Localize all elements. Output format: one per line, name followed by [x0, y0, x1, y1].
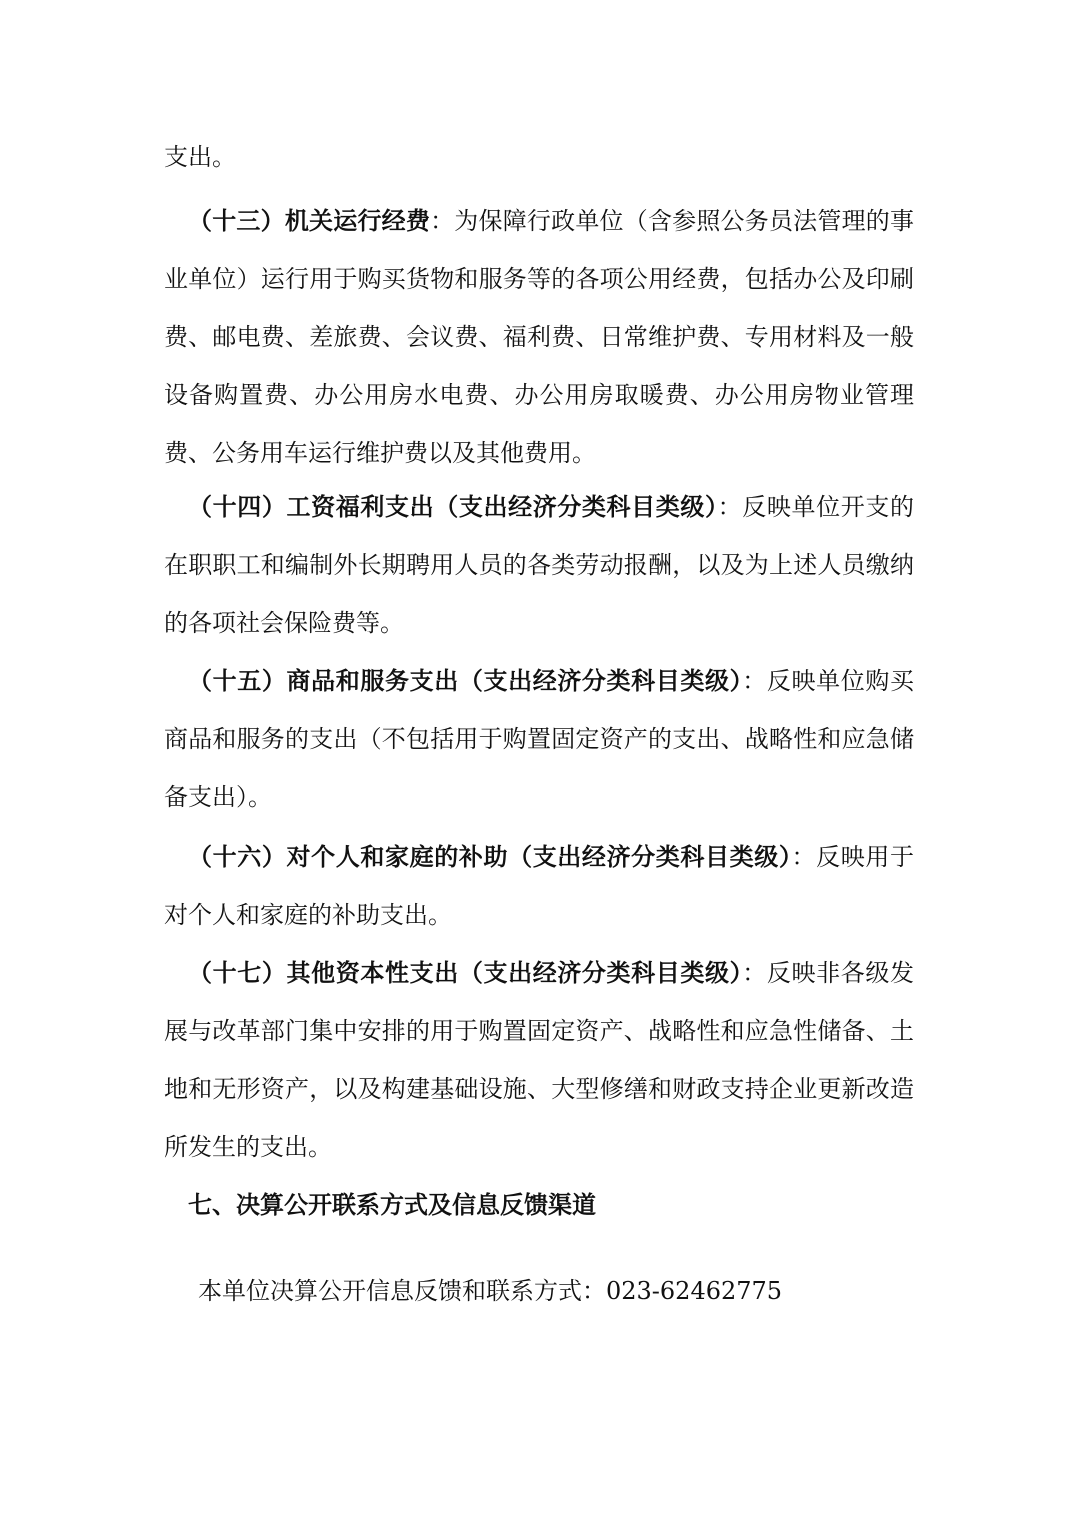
paragraph-title: （十六）对个人和家庭的补助（支出经济分类科目类级） [188, 842, 792, 871]
paragraph-15 [164, 652, 914, 826]
paragraph-title: （十七）其他资本性支出（支出经济分类科目类级） [188, 958, 743, 987]
paragraph-13 [164, 192, 914, 482]
paragraph-body: 支出。 [164, 143, 236, 171]
paragraph-continuation [164, 128, 914, 186]
paragraph-17 [164, 944, 914, 1176]
paragraph-title: （十五）商品和服务支出（支出经济分类科目类级） [188, 666, 743, 695]
paragraph-title: （十四）工资福利支出（支出经济分类科目类级） [188, 492, 718, 521]
paragraph-14 [164, 478, 914, 652]
paragraph-body: ：反映非各级发展与改革部门集中安排的用于购置固定资产、战略性和应急性储备、土地和无形资产，以及构建基础设施、大型修缮和财政支持企业更新改造所发生的支出。 [164, 959, 915, 1161]
paragraph-body: ：反映单位购买商品和服务的支出（不包括用于购置固定资产的支出、战略性和应急储备支出）。 [164, 667, 915, 811]
paragraph-title: （十三）机关运行经费 [188, 206, 431, 235]
paragraph-body: ：反映单位开支的在职职工和编制外长期聘用人员的各类劳动报酬，以及为上述人员缴纳的各项社会保险费等。 [164, 493, 915, 637]
section-heading: 七、决算公开联系方式及信息反馈渠道 [188, 1190, 596, 1219]
paragraph-16 [164, 828, 914, 944]
paragraph-body: ：反映用于对个人和家庭的补助支出。 [164, 843, 914, 929]
paragraph-body: ：为保障行政单位（含参照公务员法管理的事业单位）运行用于购买货物和服务等的各项公用经费，包括办公及印刷费、邮电费、差旅费、会议费、福利费、日常维护费、专用材料及一般设备购置费、办公用房水电费、办公用房取暖费、办公用房物业管理费、公务用车运行维护费以及其他费用。 [164, 207, 915, 467]
contact-line: 本单位决算公开信息反馈和联系方式：023-62462775 [198, 1277, 783, 1305]
